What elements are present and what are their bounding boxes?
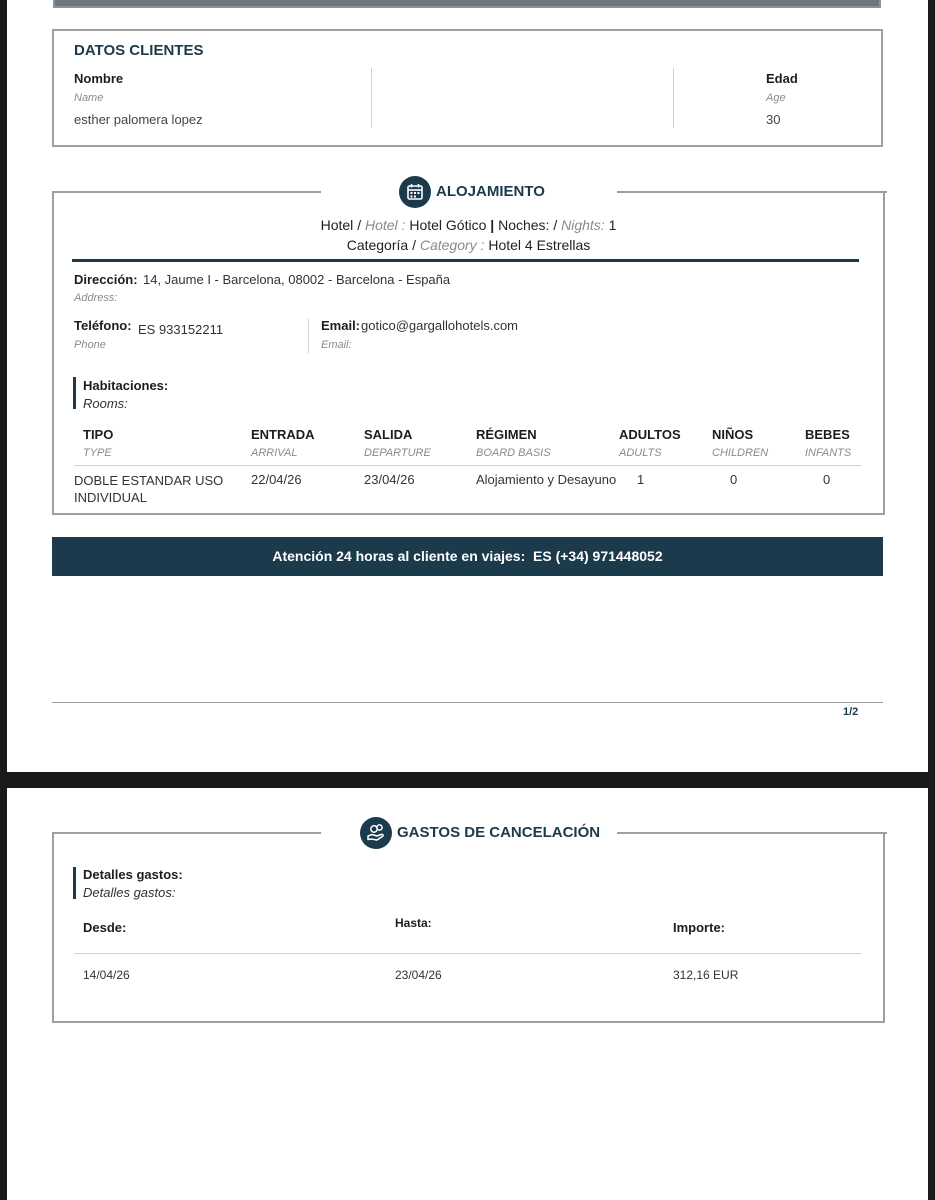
- previous-section-edge: [53, 0, 881, 8]
- email-sublabel: Email:: [321, 339, 352, 351]
- col-header-arrival: ENTRADA: [251, 427, 315, 442]
- room-type: [74, 472, 223, 506]
- divider: [673, 68, 674, 128]
- support-banner-text: Atención 24 horas al cliente en viajes: ES (+34) 971448052: [272, 548, 663, 564]
- to-header: Hasta:: [395, 916, 432, 930]
- hotel-name: Hotel Gótico: [409, 217, 487, 233]
- name-label: Nombre: [74, 71, 124, 86]
- divider: [308, 319, 309, 353]
- table-header-rule: [74, 953, 861, 954]
- col-header-board: RÉGIMEN: [476, 427, 537, 442]
- email-value[interactable]: gotico@gargallohotels.com: [361, 318, 519, 333]
- lodging-box: [52, 191, 885, 515]
- title-rule-left: [52, 191, 321, 193]
- category-value: Hotel 4 Estrellas: [488, 237, 591, 253]
- address-label: Dirección:: [74, 272, 138, 287]
- rooms-accent-bar: [73, 377, 76, 409]
- cancellation-section-title: GASTOS DE CANCELACIÓN: [397, 824, 601, 841]
- phone-value: ES 933152211: [138, 322, 224, 337]
- col-header-adults: ADULTOS: [619, 427, 681, 442]
- hotel-sublabel: Hotel :: [364, 217, 406, 233]
- col-header-type: TIPO: [83, 427, 114, 442]
- hand-coins-icon: [360, 817, 392, 849]
- lodging-section-title: ALOJAMIENTO: [436, 183, 545, 200]
- col-header-children: NIÑOS: [712, 427, 754, 442]
- category-label: Categoría: [346, 237, 409, 253]
- title-rule-right: [617, 191, 887, 193]
- phone-sublabel: Phone: [74, 339, 106, 351]
- room-arrival: 22/04/26: [251, 472, 302, 487]
- address-sublabel: Address:: [74, 292, 118, 304]
- col-sub-adults: ADULTS: [619, 447, 662, 459]
- category-line: Categoría / Category : Hotel 4 Estrellas: [346, 237, 591, 253]
- phone-label: Teléfono:: [74, 318, 132, 333]
- age-sublabel: Age: [766, 92, 786, 104]
- col-sub-type: TYPE: [83, 447, 112, 459]
- hotel-line: Hotel / Hotel : Hotel Gótico | Noches: / Nights: 1: [320, 217, 617, 233]
- support-banner: [52, 537, 883, 576]
- to-value: 23/04/26: [395, 968, 442, 982]
- hotel-header-rule: [72, 259, 859, 262]
- calendar-icon: [399, 176, 431, 208]
- col-sub-arrival: ARRIVAL: [251, 447, 298, 459]
- col-header-departure: SALIDA: [364, 427, 413, 442]
- footer-rule: [52, 702, 883, 703]
- room-departure: 23/04/26: [364, 472, 415, 487]
- room-infants: 0: [823, 472, 831, 487]
- from-value: 14/04/26: [83, 968, 130, 982]
- amount-value: 312,16 EUR: [673, 968, 739, 982]
- page-number: 1/2: [843, 706, 859, 718]
- page-1: [7, 0, 928, 772]
- name-sublabel: Name: [74, 92, 104, 104]
- hotel-prefix: Hotel: [320, 217, 354, 233]
- name-value: esther palomera lopez: [74, 112, 203, 127]
- details-label: Detalles gastos:: [83, 867, 183, 882]
- page-2: [7, 788, 928, 1200]
- col-sub-departure: DEPARTURE: [364, 447, 431, 459]
- room-adults: 1: [637, 472, 645, 487]
- nights-sublabel: Nights:: [561, 217, 605, 233]
- room-type-line1: DOBLE ESTANDAR USO: [74, 473, 224, 488]
- category-sublabel: Category :: [419, 237, 485, 253]
- title-rule-left: [52, 832, 321, 834]
- col-sub-children: CHILDREN: [712, 447, 769, 459]
- details-accent-bar: [73, 867, 76, 899]
- email-label: Email:: [321, 318, 361, 333]
- amount-header: Importe:: [673, 920, 725, 935]
- col-header-infants: BEBES: [805, 427, 850, 442]
- nights-value: 1: [608, 217, 617, 233]
- address-value: 14, Jaume I - Barcelona, 08002 - Barcelona - España: [143, 272, 451, 287]
- room-type-line2: INDIVIDUAL: [74, 490, 147, 505]
- nights-label: Noches:: [498, 217, 550, 233]
- col-sub-board: BOARD BASIS: [476, 447, 551, 459]
- cancellation-box: [52, 832, 885, 1023]
- room-children: 0: [730, 472, 738, 487]
- table-header-rule: [74, 465, 861, 466]
- age-value: 30: [766, 112, 781, 127]
- client-data-box: [52, 29, 883, 147]
- col-sub-infants: INFANTS: [805, 447, 852, 459]
- client-section-title: DATOS CLIENTES: [74, 42, 204, 59]
- room-board: Alojamiento y Desayuno: [476, 472, 617, 487]
- from-header: Desde:: [83, 920, 127, 935]
- title-rule-right: [617, 832, 887, 834]
- age-label: Edad: [766, 71, 798, 86]
- rooms-label: Habitaciones:: [83, 378, 169, 393]
- details-sublabel: Detalles gastos:: [83, 885, 176, 900]
- rooms-sublabel: Rooms:: [83, 396, 128, 411]
- divider: [371, 68, 372, 128]
